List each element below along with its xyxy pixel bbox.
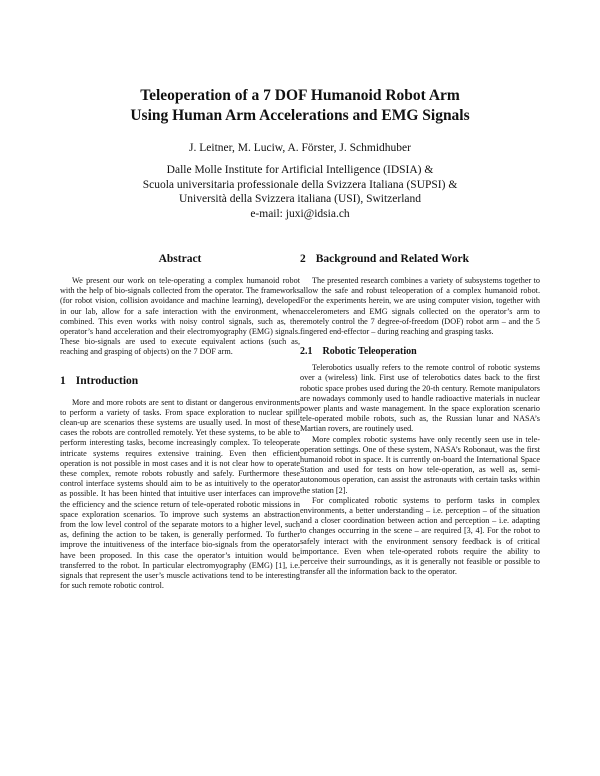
section-number: 1 — [60, 374, 66, 387]
teleoperation-paragraph: For complicated robotic systems to perform tasks in complex environments, a better understanding – i.e. perception – of the situation and a closer coordination between action and perception – i.e. adapting to changes occurring in the scene – are required [3, 4]. For the robot to safely interact with the environment sensory feedback is of critical importance. Even when tele-operated robots require the ability to perceive their surroundings, as it is generally not feasible or possible to transfer all the information back to the operator. — [300, 495, 540, 577]
robotic-teleoperation-subsection — [300, 345, 540, 577]
teleoperation-paragraph: More complex robotic systems have only recently seen use in tele-operation settings. One of these system, NASA’s Robonaut, was the first humanoid robot in space. It is currently on-board the International Space Station and used for tests on how tele-operation, as well as, semi-autonomous operation, can assist the astronauts with certain tasks within the station [2]. — [300, 434, 540, 495]
abstract-heading: Abstract — [158, 253, 202, 265]
affiliation-line: Dalle Molle Institute for Artificial Intelligence (IDSIA) & — [166, 164, 434, 176]
teleoperation-paragraph: Telerobotics usually refers to the remote control of robotic systems over a (wireless) link. First use of telerobotics dates back to the first robotic space probes used during the 20-th century. Remote manipulators are nowadays commonly used to handle radioactive materials in nuclear power plants and waste management. In the space exploration scenario tele-operated mobile robots, such as, the Russian lunar and NASA’s Martian rovers, are routinely used. — [300, 363, 540, 434]
author-list: J. Leitner, M. Luciw, A. Förster, J. Schmidhuber — [189, 142, 411, 154]
background-section — [300, 252, 540, 337]
section-heading-introduction — [60, 374, 300, 388]
introduction-section — [60, 374, 300, 592]
background-paragraph: The presented research combines a variety of subsystems together to allow the safe and robust teleoperation of a complex humanoid robot. For the experiments herein, we are using computer vision, together with accelerometers and EMG signals collected on the operator’s arm to remotely control the 7 degree-of-freedom (DOF) robot arm – and the 5 fingered end-effector – during reaching and grasping tasks. — [300, 276, 540, 337]
section-number: 2 — [300, 253, 306, 265]
title-line-1: Teleoperation of a 7 DOF Humanoid Robot Arm — [140, 87, 460, 104]
affiliation-line: Scuola universitaria professionale della Svizzera Italiana (SUPSI) & — [142, 178, 458, 191]
title-line-2: Using Human Arm Accelerations and EMG Signals — [130, 107, 470, 124]
subsection-number: 2.1 — [300, 346, 313, 358]
introduction-paragraph: More and more robots are sent to distant or dangerous environments to perform a variety of tasks. From space exploration to nuclear spill clean-up are scenarios these systems are usually used. In most of these cases the robots are controlled remotely. Yet these systems, to be able to perform interesting tasks, become increasingly complex. To teleoperate intricate systems requires extensive training. Even then efficient operation is not possible in most cases and it is not clear how to operate these complex, remote robots robustly and safely. Furthermore these control interface systems should aim to be as intuitively to the operator as possible. It has been hinted that intuitive user interfaces can improve the efficiency and the science return of tele-operated robotic missions in space exploration scenarios. To improve such systems an abstraction from the low level control of the separate motors to a higher level, such as, defining the action to be taken, is generally performed. To further improve the intuitiveness of the interface bio-signals from the operator have been proposed. In this case the operator’s intuition would be transferred to the robot. In particular electromyography (EMG) [1], i.e. signals that represent the user’s muscle activations tend to be interesting for such remote robotic control. — [60, 397, 300, 591]
section-title: Background and Related Work — [315, 253, 470, 265]
subsection-title: Robotic Teleoperation — [322, 346, 417, 358]
section-title: Introduction — [75, 374, 139, 387]
abstract-section — [60, 252, 300, 358]
left-column — [60, 252, 300, 591]
affiliation-block — [0, 163, 600, 221]
abstract-text: We present our work on tele-operating a complex humanoid robot with the help of bio-signals collected from the operator. The frameworks (for robot vision, collision avoidance and machine learning), developed in our lab, allow for a safe interaction with the environment, when combined. This even works with noisy control signals, such as, the operator’s hand acceleration and their electromyography (EMG) signals. These bio-signals are used to execute equivalent actions (such as, reaching and grasping of objects) on the 7 DOF arm. — [60, 276, 300, 357]
affiliation-line: Università della Svizzera italiana (USI), Switzerland — [178, 193, 422, 205]
section-heading-background — [300, 252, 540, 266]
right-column — [300, 252, 540, 577]
email-line: e-mail: juxi@idsia.ch — [250, 207, 350, 220]
paper-title — [0, 86, 600, 126]
subsection-heading-robotic-teleoperation — [300, 345, 540, 358]
